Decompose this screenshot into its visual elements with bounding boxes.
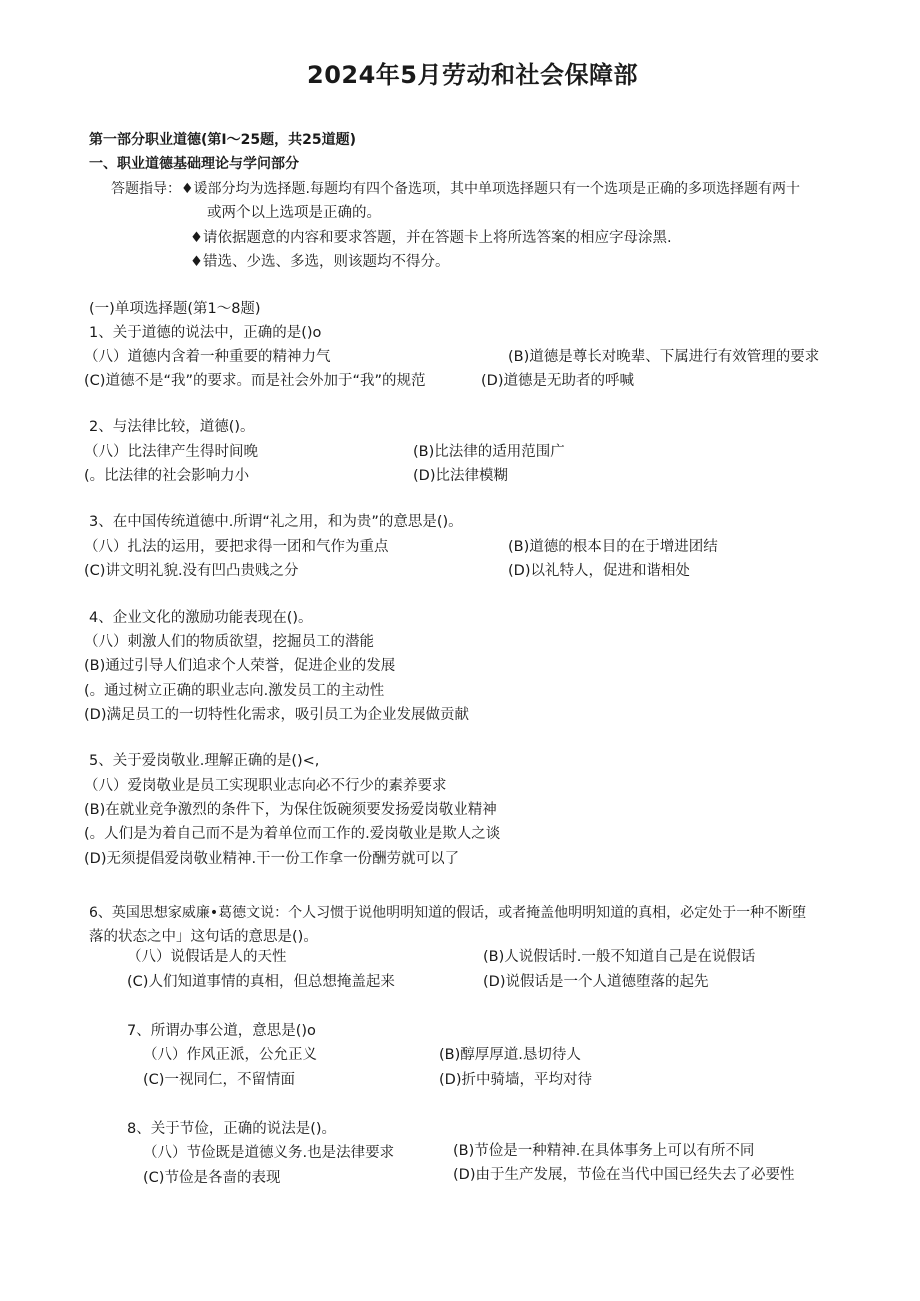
part-heading: 第一部分职业道德(第I〜25题，共25道题) <box>89 132 356 148</box>
question-2-stem: 2、与法律比较，道德()。 <box>89 419 255 435</box>
question-2-option-d: (D)比法律模糊 <box>413 468 508 484</box>
section-heading: 一、职业道德基础理论与学问部分 <box>89 156 299 172</box>
question-1-option-b: (B)道德是尊长对晚辈、下属进行有效管理的要求 <box>508 349 820 365</box>
question-4-option-d: (D)满足员工的一切特性化需求，吸引员工为企业发展做贡献 <box>84 707 469 723</box>
question-1-stem: 1、关于道德的说法中，正确的是()o <box>89 325 322 341</box>
question-7-option-b: (B)醇厚厚道.恳切待人 <box>439 1047 581 1063</box>
question-6-stem: 6、英国思想家威廉•葛德文说：个人习惯于说他明明知道的假话，或者掩盖他明明知道的真相，必定处于一种不断堕 <box>89 905 807 921</box>
document-title: 2024年5月劳动和社会保障部 <box>307 61 638 89</box>
question-1-option-c: (C)道德不是“我”的要求。而是社会外加于“我”的规范 <box>84 373 426 389</box>
question-5-option-d: (D)无须提倡爱岗敬业精神.干一份工作拿一份酬劳就可以了 <box>84 851 460 867</box>
question-7-stem: 7、所谓办事公道，意思是()o <box>127 1023 316 1039</box>
question-4-option-a: （八）刺激人们的物质欲望，挖掘员工的潜能 <box>84 634 374 650</box>
question-3-stem: 3、在中国传统道德中.所谓“礼之用，和为贵”的意思是()。 <box>89 514 463 530</box>
question-4-option-c: (。通过树立正确的职业志向.激发员工的主动性 <box>84 683 385 699</box>
question-8-stem: 8、关于节俭，正确的说法是()。 <box>127 1121 337 1137</box>
question-6-option-d: (D)说假话是一个人道德堕落的起先 <box>483 974 709 990</box>
question-8-option-b: (B)节俭是一种精神.在具体事务上可以有所不同 <box>453 1143 755 1159</box>
question-5-option-c: (。人们是为着自己而不是为着单位而工作的.爱岗敬业是欺人之谈 <box>84 826 501 842</box>
question-7-option-a: （八）作风正派，公允正义 <box>143 1047 317 1063</box>
question-6-option-b: (B)人说假话时.一般不知道自己是在说假话 <box>483 949 756 965</box>
question-7-option-c: (C)一视同仁，不留情面 <box>143 1072 295 1088</box>
question-2-option-b: (B)比法律的适用范围广 <box>413 444 565 460</box>
question-1-option-d: (D)道德是无助者的呼喊 <box>481 373 634 389</box>
question-5-option-b: (B)在就业竞争激烈的条件下，为保住饭碗须要发扬爱岗敬业精神 <box>84 802 497 818</box>
subsection-heading: (一)单项选择题(第1〜8题) <box>89 301 261 317</box>
question-7-option-d: (D)折中骑墙，平均对待 <box>439 1072 592 1088</box>
question-4-stem: 4、企业文化的激励功能表现在()。 <box>89 610 313 626</box>
question-5-stem: 5、关于爱岗敬业.理解正确的是()<, <box>89 753 320 769</box>
question-5-option-a: （八）爱岗敬业是员工实现职业志向必不行少的素养要求 <box>84 778 447 794</box>
answer-guide-line-1-cont: 或两个以上选项是正确的。 <box>207 205 381 221</box>
question-4-option-b: (B)通过引导人们追求个人荣誉，促进企业的发展 <box>84 658 396 674</box>
question-6-option-a: （八）说假话是人的天性 <box>127 949 287 965</box>
question-3-option-d: (D)以礼特人，促进和谐相处 <box>508 563 690 579</box>
question-8-option-a: （八）节俭既是道德义务.也是法律要求 <box>143 1145 395 1161</box>
question-1-option-a: （八）道德内含着一种重要的精神力气 <box>84 349 331 365</box>
question-6-option-c: (C)人们知道事情的真相，但总想掩盖起来 <box>127 974 395 990</box>
question-8-option-d: (D)由于生产发展，节俭在当代中国已经失去了必要性 <box>453 1167 795 1183</box>
question-2-option-c: (。比法律的社会影响力小 <box>84 468 250 484</box>
question-8-option-c: (C)节俭是各啬的表现 <box>143 1170 281 1186</box>
question-2-option-a: （八）比法律产生得时间晚 <box>84 444 258 460</box>
question-3-option-c: (C)讲文明礼貌.没有凹凸贵贱之分 <box>84 563 299 579</box>
question-6-stem-cont: 落的状态之中」这句话的意思是()。 <box>89 929 318 945</box>
answer-guide-line-1: 答题指导：♦谖部分均为选择题.每题均有四个备选项，其中单项选择题只有一个选项是正确的多项选择题有两十 <box>111 181 800 197</box>
question-3-option-b: (B)道德的根本目的在于增进团结 <box>508 539 718 555</box>
answer-guide-line-3: ♦错选、少选、多选，则该题均不得分。 <box>190 254 450 270</box>
question-3-option-a: （八）扎法的运用，要把求得一团和气作为重点 <box>84 539 389 555</box>
answer-guide-line-2: ♦请依据题意的内容和要求答题，并在答题卡上将所选答案的相应字母涂黑. <box>190 230 672 246</box>
